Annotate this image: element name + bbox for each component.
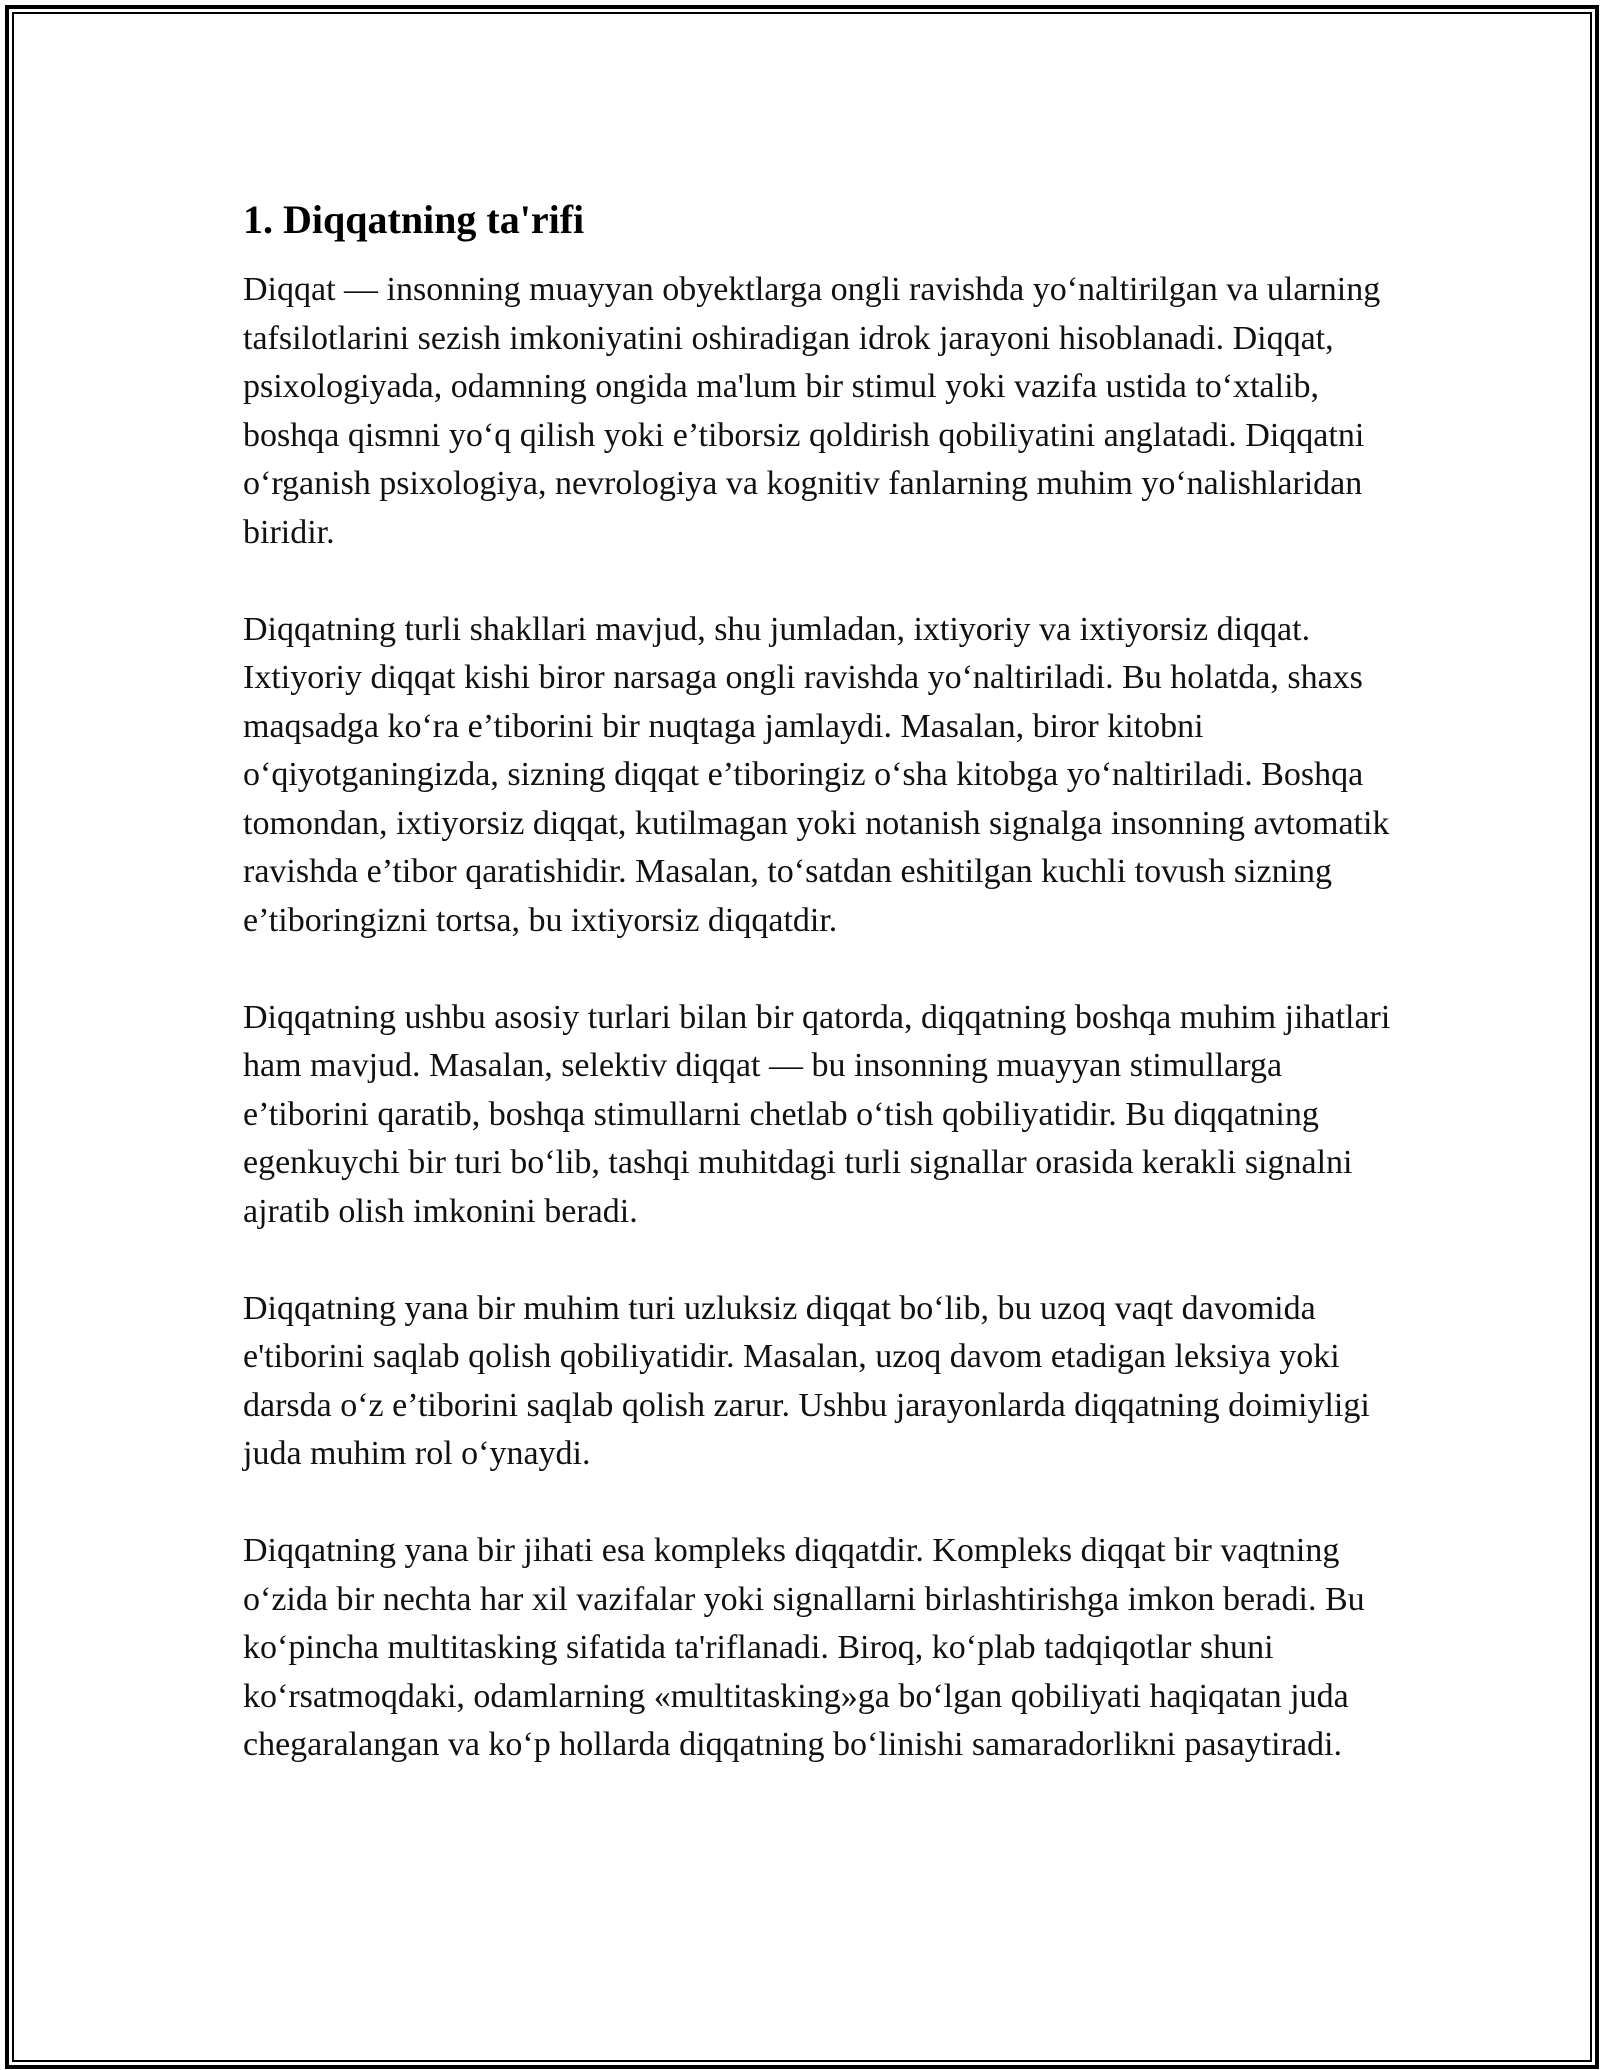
paragraph-selective: Diqqatning ushbu asosiy turlari bilan bir qatorda, diqqatning boshqa muhim jihatlari ham mavjud. Masalan, selektiv diqqat — bu insonning muayyan stimullarga e’tiborini qaratib, boshqa stimullarni chetlab o‘tish qobiliyatidir. Bu diqqatning egenkuychi bir turi bo‘lib, tashqi muhitdagi turli signallar orasida kerakli signalni ajratib olish imkonini beradi. [243, 998, 1391, 1230]
page [12, 12, 1592, 2062]
document-body [243, 196, 1393, 1770]
paragraph-sustained: Diqqatning yana bir muhim turi uzluksiz diqqat bo‘lib, bu uzoq vaqt davomida e'tiborini saqlab qolish qobiliyatidir. Masalan, uzoq davom etadigan leksiya yoki darsda o‘z e’tiborini saqlab qolish zarur. Ushbu jarayonlarda diqqatning doimiyligi juda muhim rol o‘ynaydi. [243, 1289, 1370, 1472]
page-border [5, 5, 1599, 2069]
paragraph-definition: Diqqat — insonning muayyan obyektlarga ongli ravishda yo‘naltirilgan va ularning tafsilotlarini sezish imkoniyatini oshiradigan idrok jarayoni hisoblanadi. Diqqat, psixologiyada, odamning ongida ma'lum bir stimul yoki vazifa ustida to‘xtalib, boshqa qismni yo‘q qilish yoki e’tiborsiz qoldirish qobiliyatini anglatadi. Diqqatni o‘rganish psixologiya, nevrologiya va kognitiv fanlarning muhim yo‘nalishlaridan biridir. [243, 271, 1381, 551]
paragraph-complex: Diqqatning yana bir jihati esa kompleks diqqatdir. Kompleks diqqat bir vaqtning o‘zida bir nechta har xil vazifalar yoki signallarni birlashtirishga imkon beradi. Bu ko‘pincha multitasking sifatida ta'riflanadi. Biroq, ko‘plab tadqiqotlar shuni ko‘rsatmoqdaki, odamlarning «multitasking»ga bo‘lgan qobiliyati haqiqatan juda chegaralangan va ko‘p hollarda diqqatning bo‘linishi samaradorlikni pasaytiradi. [243, 1532, 1365, 1763]
paragraph-types: Diqqatning turli shakllari mavjud, shu jumladan, ixtiyoriy va ixtiyorsiz diqqat. Ixtiyoriy diqqat kishi biror narsaga ongli ravishda yo‘naltiriladi. Bu holatda, shaxs maqsadga ko‘ra e’tiborini bir nuqtaga jamlaydi. Masalan, biror kitobni o‘qiyotganingizda, sizning diqqat e’tiboringiz o‘sha kitobga yo‘naltiriladi. Boshqa tomondan, ixtiyorsiz diqqat, kutilmagan yoki notanish signalga insonning avtomatik ravishda e’tibor qaratishidir. Masalan, to‘satdan eshitilgan kuchli tovush sizning e’tiboringizni tortsa, bu ixtiyorsiz diqqatdir. [243, 610, 1390, 939]
section-heading: 1. Diqqatning ta'rifi [243, 197, 585, 242]
